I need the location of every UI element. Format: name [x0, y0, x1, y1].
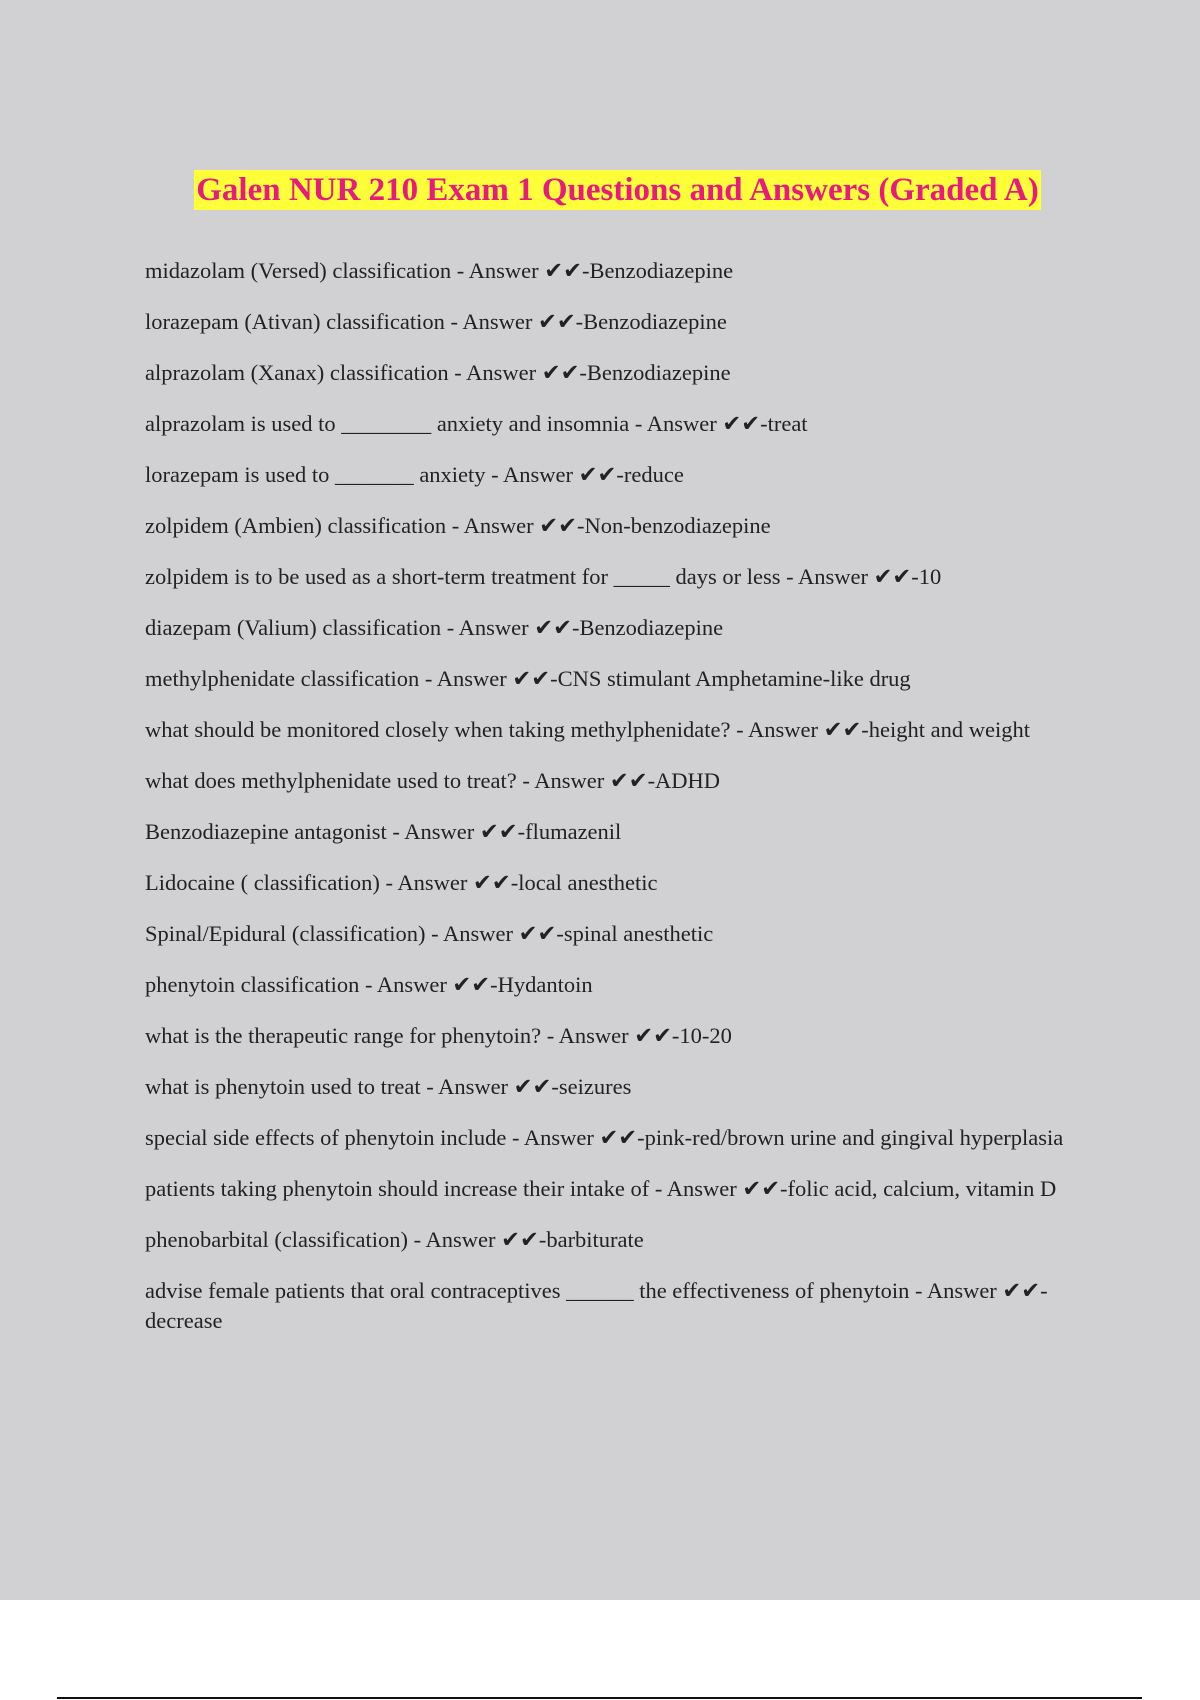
qa-item: Spinal/Epidural (classification) - Answer ✔✔-spinal anesthetic — [145, 921, 714, 946]
qa-item: diazepam (Valium) classification - Answer ✔✔-Benzodiazepine — [145, 615, 724, 640]
qa-item: special side effects of phenytoin include - Answer ✔✔-pink-red/brown urine and gingival hyperplasia — [145, 1125, 1064, 1150]
qa-item: phenytoin classification - Answer ✔✔-Hydantoin — [145, 972, 593, 997]
qa-list — [145, 256, 1070, 1357]
qa-item: lorazepam (Ativan) classification - Answer ✔✔-Benzodiazepine — [145, 309, 727, 334]
qa-item: Lidocaine ( classification) - Answer ✔✔-local anesthetic — [145, 870, 658, 895]
qa-item: what is the therapeutic range for phenytoin? - Answer ✔✔-10-20 — [145, 1023, 732, 1048]
qa-item: alprazolam is used to ________ anxiety and insomnia - Answer ✔✔-treat — [145, 411, 808, 436]
qa-item: what does methylphenidate used to treat? - Answer ✔✔-ADHD — [145, 768, 721, 793]
qa-item: zolpidem (Ambien) classification - Answer ✔✔-Non-benzodiazepine — [145, 513, 771, 538]
footer-divider — [57, 1697, 1142, 1699]
qa-item: methylphenidate classification - Answer ✔✔-CNS stimulant Amphetamine-like drug — [145, 666, 911, 691]
qa-item: midazolam (Versed) classification - Answer ✔✔-Benzodiazepine — [145, 258, 734, 283]
qa-item: zolpidem is to be used as a short-term treatment for _____ days or less - Answer ✔✔-10 — [145, 564, 942, 589]
qa-item: patients taking phenytoin should increase their intake of - Answer ✔✔-folic acid, calcium, vitamin D — [145, 1176, 1057, 1201]
document-title: Galen NUR 210 Exam 1 Questions and Answers (Graded A) — [196, 172, 1039, 208]
qa-item: phenobarbital (classification) - Answer ✔✔-barbiturate — [145, 1227, 644, 1252]
qa-item: alprazolam (Xanax) classification - Answer ✔✔-Benzodiazepine — [145, 360, 731, 385]
qa-item: what is phenytoin used to treat - Answer ✔✔-seizures — [145, 1074, 632, 1099]
qa-item: Benzodiazepine antagonist - Answer ✔✔-flumazenil — [145, 819, 622, 844]
title-container — [0, 170, 1200, 210]
qa-item: lorazepam is used to _______ anxiety - Answer ✔✔-reduce — [145, 462, 684, 487]
qa-item: what should be monitored closely when taking methylphenidate? - Answer ✔✔-height and weight — [145, 717, 1031, 742]
qa-item: advise female patients that oral contraceptives ______ the effectiveness of phenytoin - Answer ✔✔-decrease — [145, 1278, 1048, 1333]
